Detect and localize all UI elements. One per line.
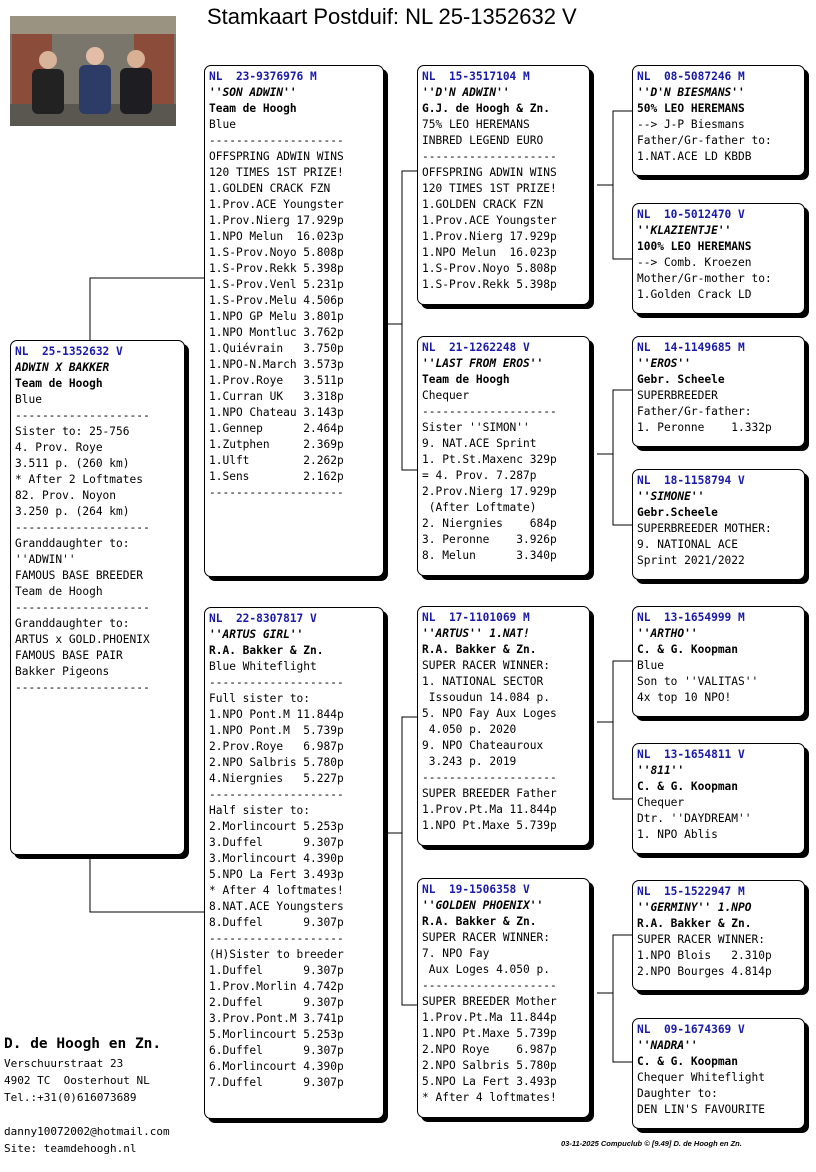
sire-dam-ring: NL 21-1262248 V — [422, 341, 530, 354]
card-line: 1.NPO-N.March 3.573p — [209, 358, 344, 371]
breeder-phone: Tel.:+31(0)616073689 — [4, 1091, 137, 1104]
card-line: Half sister to: — [209, 804, 311, 817]
card-line: INBRED LEGEND EURO — [422, 134, 544, 147]
card-line: 120 TIMES 1ST PRIZE! — [422, 182, 557, 195]
card-line: 1.Quiévrain 3.750p — [209, 342, 344, 355]
sire-dam-name: ''LAST FROM EROS'' — [422, 357, 544, 370]
ddd-lines — [637, 1070, 800, 1118]
card-line: 1.Prov.Pt.Ma 11.844p — [422, 1011, 557, 1024]
card-line: 1.NAT.ACE LD KBDB — [637, 150, 752, 163]
card-line: 8. Melun 3.340p — [422, 549, 557, 562]
breeder-email[interactable]: danny10072002@hotmail.com — [4, 1125, 170, 1138]
page-title: Stamkaart Postduif: NL 25-1352632 V — [207, 4, 577, 29]
sire-dam-dam-card — [632, 469, 805, 580]
subject-card — [10, 340, 185, 855]
card-line: 120 TIMES 1ST PRIZE! — [209, 166, 344, 179]
card-line: -------------------- — [15, 681, 150, 694]
card-line: Granddaughter to: — [15, 617, 130, 630]
sire-ring: NL 23-9376976 M — [209, 70, 317, 83]
dsd-owner: C. & G. Koopman — [637, 780, 739, 793]
card-line: 4x top 10 NPO! — [637, 691, 732, 704]
card-line: Dtr. ''DAYDREAM'' — [637, 812, 752, 825]
card-line: 3.Prov.Pont.M 3.741p — [209, 1012, 344, 1025]
sss-owner: 50% LEO HEREMANS — [637, 102, 745, 115]
card-line: 1. Peronne 1.332p — [637, 421, 772, 434]
ddd-ring: NL 09-1674369 V — [637, 1023, 745, 1036]
dam-dam-lines — [422, 930, 585, 1106]
sdd-name: ''SIMONE'' — [637, 490, 705, 503]
card-line: 1.Prov.Morlin 4.742p — [209, 980, 344, 993]
card-line: SUPER RACER WINNER: — [422, 931, 550, 944]
card-line: 6.Duffel 9.307p — [209, 1044, 344, 1057]
card-line: 9. NPO Chateauroux — [422, 739, 544, 752]
card-line: 3.Morlincourt 4.390p — [209, 852, 344, 865]
card-line: Chequer — [422, 389, 470, 402]
dam-sire-sire-card — [632, 606, 805, 717]
sss-lines — [637, 117, 800, 165]
sire-sire-dam-card — [632, 203, 805, 314]
card-line: 8.NAT.ACE Youngsters — [209, 900, 344, 913]
dsd-lines — [637, 795, 800, 843]
subject-lines — [15, 392, 180, 696]
ddd-owner: C. & G. Koopman — [637, 1055, 739, 1068]
card-line: 1.Prov.Roye 3.511p — [209, 374, 344, 387]
card-line: -------------------- — [422, 150, 557, 163]
card-line: 8.Duffel 9.307p — [209, 916, 344, 929]
sss-ring: NL 08-5087246 M — [637, 70, 745, 83]
card-line: 1.NPO Pont.M 11.844p — [209, 708, 344, 721]
subject-name: ADWIN X BAKKER — [15, 361, 110, 374]
card-line: Blue Whiteflight — [209, 660, 317, 673]
dam-sire-card — [417, 606, 590, 846]
sire-dam-lines — [422, 388, 585, 564]
card-line: 3.Duffel 9.307p — [209, 836, 344, 849]
footer-credit: 03-11-2025 Compuclub © [9.49] D. de Hoogh en Zn. — [561, 1139, 742, 1148]
card-line: 5.NPO La Fert 3.493p — [209, 868, 344, 881]
card-line: Granddaughter to: — [15, 537, 130, 550]
card-line: Issoudun 14.084 p. — [422, 691, 550, 704]
breeder-info — [4, 1033, 170, 1157]
card-line: Father/Gr-father to: — [637, 134, 772, 147]
card-line: 1.Ulft 2.262p — [209, 454, 344, 467]
card-line: 7. NPO Fay — [422, 947, 490, 960]
card-line: SUPERBREEDER MOTHER: — [637, 522, 772, 535]
subject-ring: NL 25-1352632 V — [15, 345, 123, 358]
card-line: Blue — [15, 393, 42, 406]
card-line: --> Comb. Kroezen — [637, 256, 752, 269]
card-line: 9. NAT.ACE Sprint — [422, 437, 537, 450]
card-line: 1.NPO Montluc 3.762p — [209, 326, 344, 339]
breeder-site[interactable]: Site: teamdehoogh.nl — [4, 1142, 137, 1155]
card-line: * After 2 Loftmates — [15, 473, 143, 486]
card-line: Sister to: 25-756 — [15, 425, 130, 438]
card-line: 1.NPO Pt.Maxe 5.739p — [422, 819, 557, 832]
dam-dam-dam-card — [632, 1018, 805, 1129]
card-line: 5. NPO Fay Aux Loges — [422, 707, 557, 720]
card-line: 1.NPO Melun 16.023p — [209, 230, 344, 243]
card-line: 1.GOLDEN CRACK FZN — [422, 198, 544, 211]
sire-card — [204, 65, 384, 577]
card-line: -------------------- — [209, 788, 344, 801]
card-line: 4.050 p. 2020 — [422, 723, 517, 736]
sire-sire-name: ''D'N ADWIN'' — [422, 86, 510, 99]
sds-ring: NL 14-1149685 M — [637, 341, 745, 354]
card-line: 2. Niergnies 684p — [422, 517, 557, 530]
sds-lines — [637, 388, 800, 436]
sire-sire-ring: NL 15-3517104 M — [422, 70, 530, 83]
dss-lines — [637, 658, 800, 706]
card-line: SUPER BREEDER Mother — [422, 995, 557, 1008]
dds-ring: NL 15-1522947 M — [637, 885, 745, 898]
card-line: 1.Prov.Pt.Ma 11.844p — [422, 803, 557, 816]
card-line: Blue — [209, 118, 236, 131]
breeder-address-street: Verschuurstraat 23 — [4, 1057, 124, 1070]
card-line: SUPERBREEDER — [637, 389, 718, 402]
subject-owner: Team de Hoogh — [15, 377, 103, 390]
card-line: 1. Pt.St.Maxenc 329p — [422, 453, 557, 466]
sdd-lines — [637, 521, 800, 569]
card-line: -------------------- — [209, 134, 344, 147]
card-line: * After 4 loftmates! — [422, 1091, 557, 1104]
ddd-name: ''NADRA'' — [637, 1039, 698, 1052]
card-line: 1.Prov.Nierg 17.929p — [209, 214, 344, 227]
card-line: ARTUS x GOLD.PHOENIX — [15, 633, 150, 646]
card-line: 7.Duffel 9.307p — [209, 1076, 344, 1089]
card-line: 1.Prov.ACE Youngster — [422, 214, 557, 227]
card-line: Bakker Pigeons — [15, 665, 110, 678]
dss-owner: C. & G. Koopman — [637, 643, 739, 656]
dds-name: ''GERMINY'' 1.NPO — [637, 901, 752, 914]
card-line: Blue — [637, 659, 664, 672]
card-line: 1.Gennep 2.464p — [209, 422, 344, 435]
sire-sire-lines — [422, 117, 585, 293]
dsd-ring: NL 13-1654811 V — [637, 748, 745, 761]
card-line: 2.NPO Salbris 5.780p — [209, 756, 344, 769]
card-line: FAMOUS BASE BREEDER — [15, 569, 143, 582]
sire-owner: Team de Hoogh — [209, 102, 297, 115]
card-line: 1.Golden Crack LD — [637, 288, 752, 301]
dam-card — [204, 607, 384, 1119]
card-line: 2.Duffel 9.307p — [209, 996, 344, 1009]
card-line: Chequer Whiteflight — [637, 1071, 765, 1084]
card-line: -------------------- — [422, 979, 557, 992]
card-line: Sprint 2021/2022 — [637, 554, 745, 567]
dam-name: ''ARTUS GIRL'' — [209, 628, 304, 641]
ssd-lines — [637, 255, 800, 303]
card-line: 1.NPO Pt.Maxe 5.739p — [422, 1027, 557, 1040]
dam-sire-lines — [422, 658, 585, 834]
card-line: 3.250 p. (264 km) — [15, 505, 130, 518]
card-line: OFFSPRING ADWIN WINS — [209, 150, 344, 163]
card-line: 2.Morlincourt 5.253p — [209, 820, 344, 833]
card-line: SUPER RACER WINNER: — [637, 933, 765, 946]
dam-sire-owner: R.A. Bakker & Zn. — [422, 643, 537, 656]
dam-ring: NL 22-8307817 V — [209, 612, 317, 625]
sss-name: ''D'N BIESMANS'' — [637, 86, 745, 99]
card-line: --> J-P Biesmans — [637, 118, 745, 131]
card-line: 1.Zutphen 2.369p — [209, 438, 344, 451]
card-line: * After 4 loftmates! — [209, 884, 344, 897]
card-line: 1.S-Prov.Noyo 5.808p — [209, 246, 344, 259]
card-line: -------------------- — [15, 409, 150, 422]
card-line: 4. Prov. Roye — [15, 441, 103, 454]
card-line: Full sister to: — [209, 692, 311, 705]
dam-lines — [209, 659, 379, 1091]
card-line: 1.S-Prov.Noyo 5.808p — [422, 262, 557, 275]
ssd-ring: NL 10-5012470 V — [637, 208, 745, 221]
card-line: Team de Hoogh — [15, 585, 103, 598]
card-line: 1.S-Prov.Venl 5.231p — [209, 278, 344, 291]
card-line: 1.Sens 2.162p — [209, 470, 344, 483]
card-line: SUPER RACER WINNER: — [422, 659, 550, 672]
card-line: 3. Peronne 3.926p — [422, 533, 557, 546]
sire-lines — [209, 117, 379, 501]
dam-dam-owner: R.A. Bakker & Zn. — [422, 915, 537, 928]
card-line: 1.NPO Blois 2.310p — [637, 949, 772, 962]
card-line: FAMOUS BASE PAIR — [15, 649, 123, 662]
dds-lines — [637, 932, 800, 980]
dam-dam-ring: NL 19-1506358 V — [422, 883, 530, 896]
card-line: Son to ''VALITAS'' — [637, 675, 759, 688]
card-line: 82. Prov. Noyon — [15, 489, 117, 502]
card-line: -------------------- — [15, 521, 150, 534]
card-line: ''ADWIN'' — [15, 553, 76, 566]
dam-dam-name: ''GOLDEN PHOENIX'' — [422, 899, 544, 912]
card-line: -------------------- — [422, 405, 557, 418]
card-line: 1.NPO Chateau 3.143p — [209, 406, 344, 419]
card-line: = 4. Prov. 7.287p — [422, 469, 537, 482]
dam-sire-name: ''ARTUS'' 1.NAT! — [422, 627, 530, 640]
breeder-address-city: 4902 TC Oosterhout NL — [4, 1074, 150, 1087]
card-line: 5.NPO La Fert 3.493p — [422, 1075, 557, 1088]
sire-sire-owner: G.J. de Hoogh & Zn. — [422, 102, 550, 115]
dsd-name: ''811'' — [637, 764, 685, 777]
card-line: Sister ''SIMON'' — [422, 421, 530, 434]
breeder-name: D. de Hoogh en Zn. — [4, 1036, 162, 1052]
card-line: 1.S-Prov.Rekk 5.398p — [209, 262, 344, 275]
dam-sire-dam-card — [632, 743, 805, 854]
card-line: (After Loftmate) — [422, 501, 537, 514]
sire-sire-card — [417, 65, 590, 305]
ssd-owner: 100% LEO HEREMANS — [637, 240, 752, 253]
card-line: 1.S-Prov.Rekk 5.398p — [422, 278, 557, 291]
sdd-owner: Gebr.Scheele — [637, 506, 718, 519]
card-line: -------------------- — [422, 771, 557, 784]
card-line: 2.NPO Salbris 5.780p — [422, 1059, 557, 1072]
card-line: SUPER BREEDER Father — [422, 787, 557, 800]
card-line: Father/Gr-father: — [637, 405, 752, 418]
sdd-ring: NL 18-1158794 V — [637, 474, 745, 487]
ssd-name: ''KLAZIENTJE'' — [637, 224, 732, 237]
card-line: 1. NATIONAL SECTOR — [422, 675, 544, 688]
sire-dam-card — [417, 336, 590, 576]
dam-dam-card — [417, 878, 590, 1118]
card-line: 9. NATIONAL ACE — [637, 538, 739, 551]
card-line: -------------------- — [209, 932, 344, 945]
card-line: 1. NPO Ablis — [637, 828, 718, 841]
card-line: Mother/Gr-mother to: — [637, 272, 772, 285]
card-line: 3.243 p. 2019 — [422, 755, 517, 768]
card-line: (H)Sister to breeder — [209, 948, 344, 961]
card-line: 2.NPO Bourges 4.814p — [637, 965, 772, 978]
dam-sire-ring: NL 17-1101069 M — [422, 611, 530, 624]
card-line: 1.Prov.ACE Youngster — [209, 198, 344, 211]
card-line: 1.Prov.Nierg 17.929p — [422, 230, 557, 243]
sds-name: ''EROS'' — [637, 357, 691, 370]
card-line: 1.Curran UK 3.318p — [209, 390, 344, 403]
card-line: -------------------- — [209, 486, 344, 499]
card-line: DEN LIN'S FAVOURITE — [637, 1103, 765, 1116]
card-line: 1.NPO Melun 16.023p — [422, 246, 557, 259]
card-line: Aux Loges 4.050 p. — [422, 963, 550, 976]
card-line: OFFSPRING ADWIN WINS — [422, 166, 557, 179]
dam-dam-sire-card — [632, 880, 805, 991]
dss-name: ''ARTHO'' — [637, 627, 698, 640]
card-line: 1.GOLDEN CRACK FZN — [209, 182, 331, 195]
sds-owner: Gebr. Scheele — [637, 373, 725, 386]
sire-name: ''SON ADWIN'' — [209, 86, 297, 99]
card-line: 75% LEO HEREMANS — [422, 118, 530, 131]
card-line: -------------------- — [209, 676, 344, 689]
card-line: 3.511 p. (260 km) — [15, 457, 130, 470]
sire-dam-owner: Team de Hoogh — [422, 373, 510, 386]
card-line: 4.Niergnies 5.227p — [209, 772, 344, 785]
card-line: 6.Morlincourt 4.390p — [209, 1060, 344, 1073]
card-line: 1.Duffel 9.307p — [209, 964, 344, 977]
dss-ring: NL 13-1654999 M — [637, 611, 745, 624]
card-line: Daughter to: — [637, 1087, 718, 1100]
sire-dam-sire-card — [632, 336, 805, 447]
dam-owner: R.A. Bakker & Zn. — [209, 644, 324, 657]
card-line: 2.NPO Roye 6.987p — [422, 1043, 557, 1056]
card-line: 2.Prov.Nierg 17.929p — [422, 485, 557, 498]
card-line: 1.NPO Pont.M 5.739p — [209, 724, 344, 737]
card-line: 1.S-Prov.Melu 4.506p — [209, 294, 344, 307]
card-line: Chequer — [637, 796, 685, 809]
dds-owner: R.A. Bakker & Zn. — [637, 917, 752, 930]
card-line: 5.Morlincourt 5.253p — [209, 1028, 344, 1041]
card-line: 2.Prov.Roye 6.987p — [209, 740, 344, 753]
card-line: -------------------- — [15, 601, 150, 614]
card-line: 1.NPO GP Melu 3.801p — [209, 310, 344, 323]
sire-sire-sire-card — [632, 65, 805, 176]
